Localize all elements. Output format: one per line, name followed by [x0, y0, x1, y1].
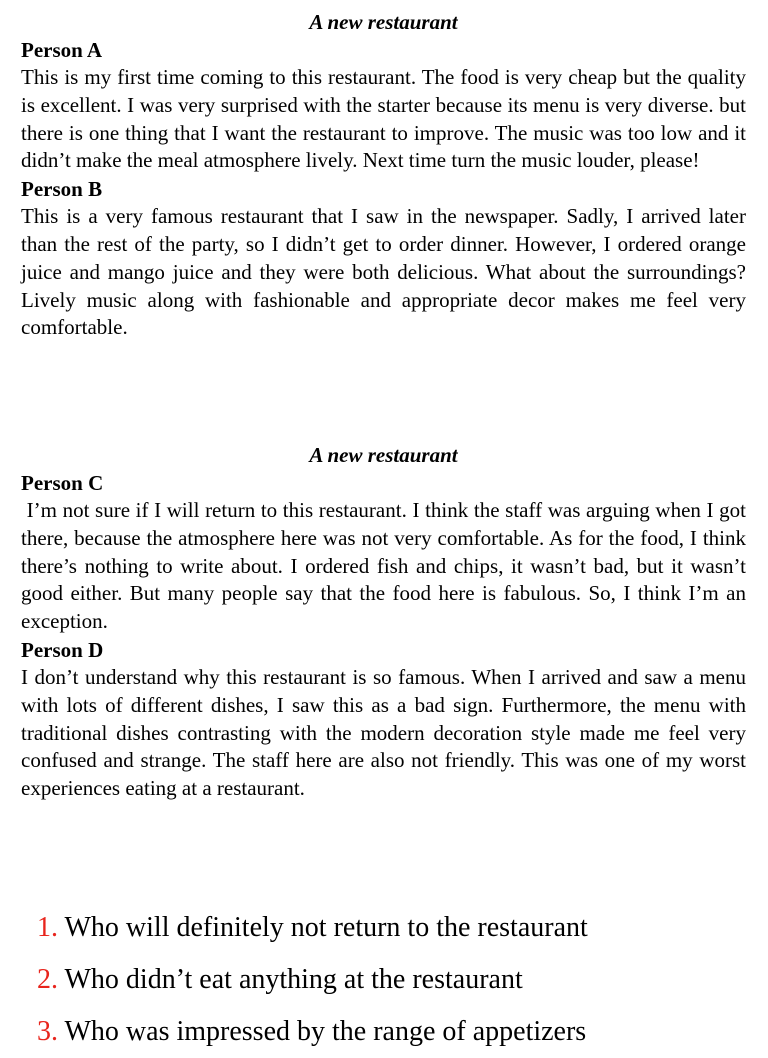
section-title: A new restaurant — [309, 10, 458, 34]
review-text-a: This is my first time coming to this restaurant. The food is very cheap but the quality is excellent. I was very surprised with the starter because its menu is very diverse. but there is one thing that I want the restaurant to improve. The music was too low and it didn’t make the meal atmosphere lively. Next time turn the music louder, please! — [21, 65, 746, 173]
review-text-d: I don’t understand why this restaurant is so famous. When I arrived and saw a menu with lots of different dishes, I saw this as a bad sign. Furthermore, the menu with traditional dishes contrasting with the modern decoration style made me feel very confused and strange. The staff here are also not friendly. This was one of my worst experiences eating at a restaurant. — [21, 664, 746, 801]
question-item — [37, 954, 757, 1006]
reviewer-name-d: Person D — [21, 637, 104, 662]
reviewer-name-a: Person A — [21, 38, 103, 62]
question-number: 1. — [37, 912, 58, 943]
review-text-b: This is a very famous restaurant that I saw in the newspaper. Sadly, I arrived later than the rest of the party, so I didn’t get to order dinner. However, I ordered orange juice and mango juice and they were both delicious. What about the surroundings? Lively music along with fashionable and appropriate decor makes me feel very comfortable. — [21, 204, 746, 340]
review-section-2 — [21, 441, 752, 803]
review-section-1 — [21, 8, 746, 342]
question-item — [37, 1006, 757, 1058]
question-item — [37, 902, 757, 954]
section-title: A new restaurant — [309, 443, 458, 467]
question-number: 3. — [37, 1016, 58, 1047]
question-text: Who didn’t eat anything at the restaurant — [64, 964, 523, 995]
review-text-c: I’m not sure if I will return to this restaurant. I think the staff was arguing when I got there, because the atmosphere here was not very comfortable. As for the food, I think there’s nothing to write about. I ordered fish and chips, it wasn’t bad, but it wasn’t good either. But many people say that the food here is fabulous. So, I think I’m an exception. — [21, 498, 752, 634]
question-text: Who was impressed by the range of appetizers — [64, 1016, 587, 1047]
question-number: 2. — [37, 964, 58, 995]
reviewer-name-c: Person C — [21, 471, 104, 495]
question-text: Who will definitely not return to the restaurant — [64, 912, 588, 943]
reviewer-name-b: Person B — [21, 177, 103, 202]
question-list — [37, 902, 757, 1058]
